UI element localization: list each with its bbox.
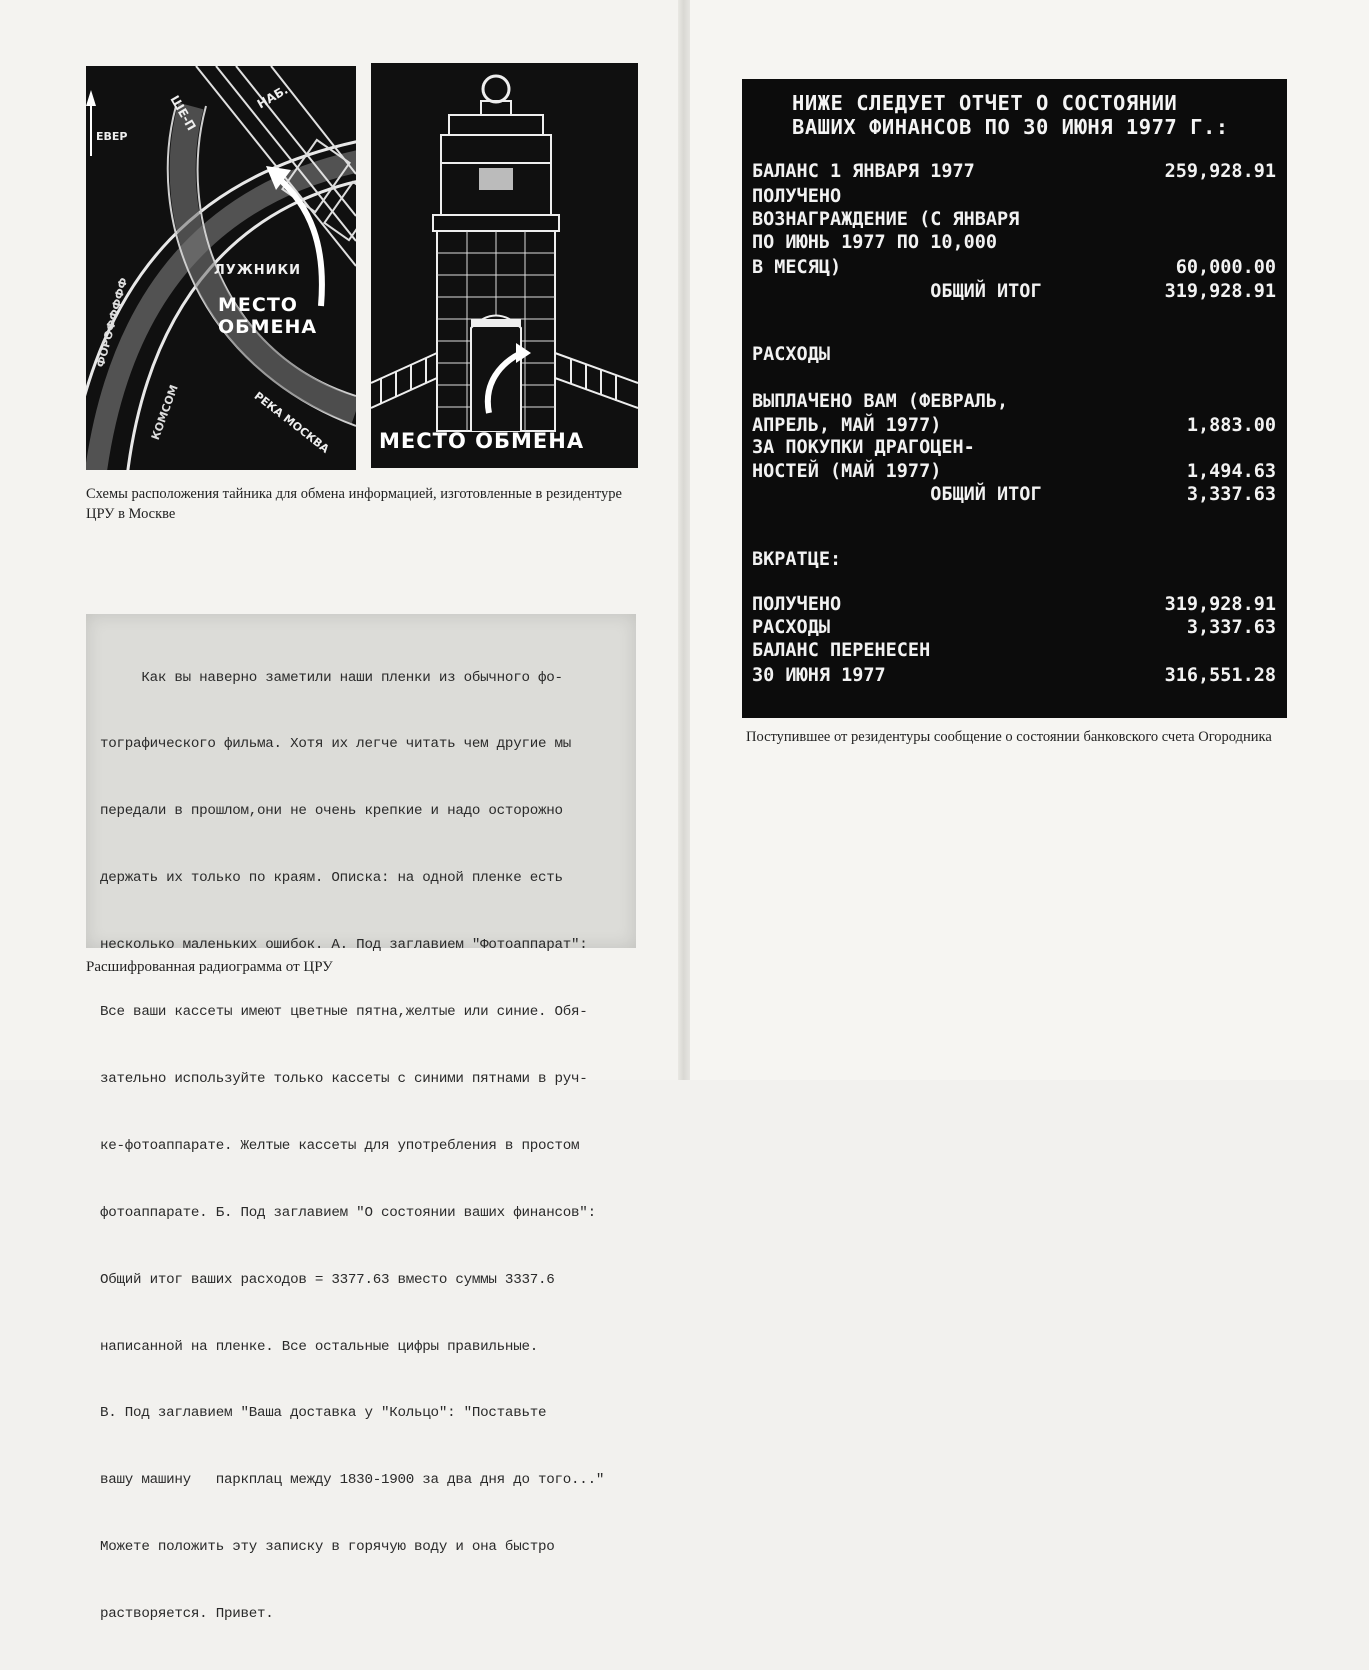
report-row-value: 3,337.63 — [1186, 617, 1276, 638]
street-label: ШЕ-П — [167, 93, 199, 133]
tower-image — [371, 63, 638, 468]
map-caption: Схемы расположения тайника для обмена информацией, изготовленные в резидентуре ЦРУ в Москве — [86, 486, 622, 522]
report-row — [752, 484, 1282, 508]
note-line: написанной на пленке. Все остальные цифры правильные. — [100, 1338, 538, 1355]
report-row-label: 30 ИЮНЯ 1977 — [752, 665, 886, 686]
note-line: Общий итог ваших расходов = 3377.63 вместо суммы 3337.6 — [100, 1271, 555, 1288]
note-line: Все ваши кассеты имеют цветные пятна,желтые или синие. Обя- — [100, 1004, 588, 1021]
street2-label: ФОРОФФФФФ — [93, 276, 131, 369]
report-row — [752, 415, 1282, 439]
report-row — [752, 232, 1282, 256]
note-line: Можете положить эту записку в горячую воду и она быстро — [100, 1539, 555, 1556]
report-row — [752, 391, 1282, 415]
report-row-label: ВОЗНАГРАЖДЕНИЕ (С ЯНВАРЯ — [752, 209, 1020, 230]
report-row — [752, 281, 1282, 305]
report-row — [752, 257, 1282, 281]
report-title: НИЖЕ СЛЕДУЕТ ОТЧЕТ О СОСТОЯНИИ ВАШИХ ФИНАНСОВ ПО 30 ИЮНЯ 1977 Г.: — [792, 91, 1229, 139]
note-line: Как вы наверно заметили наши пленки из обычного фо- — [100, 669, 563, 686]
report-row-label: НОСТЕЙ (МАЙ 1977) — [752, 461, 942, 482]
report-row-label: БАЛАНС 1 ЯНВАРЯ 1977 — [752, 161, 975, 182]
report-row-value: 319,928.91 — [1164, 594, 1276, 615]
report-row-label: РАСХОДЫ — [752, 344, 830, 365]
report-row-value: 60,000.00 — [1175, 257, 1276, 278]
report-row — [752, 617, 1282, 641]
report-row-label: ПОЛУЧЕНО — [752, 594, 842, 615]
report-row-label: ЗА ПОКУПКИ ДРАГОЦЕН- — [752, 437, 975, 458]
report-row-value: 316,551.28 — [1164, 665, 1276, 686]
report-row-label: ПОЛУЧЕНО — [752, 186, 842, 207]
tower-exchange-label: МЕСТО ОБМЕНА — [379, 429, 585, 453]
radiogram-caption: Расшифрованная радиограмма от ЦРУ — [86, 959, 333, 975]
luzhniki-label: ЛУЖНИКИ — [214, 263, 301, 278]
report-row-label: ОБЩИЙ ИТОГ — [752, 484, 1042, 505]
report-row — [752, 640, 1282, 664]
exchange-place-label: МЕСТО ОБМЕНА — [218, 294, 318, 338]
note-line: вашу машину паркплац между 1830-1900 за два дня до того..." — [100, 1472, 605, 1489]
note-line: тографического фильма. Хотя их легче читать чем другие мы — [100, 736, 572, 753]
report-caption: Поступившее от резидентуры сообщение о состоянии банковского счета Огородника — [746, 729, 1272, 745]
note-line: фотоаппарате. Б. Под заглавием "О состоянии ваших финансов": — [100, 1204, 596, 1221]
note-line: держать их только по краям. Описка: на одной пленке есть — [100, 870, 563, 887]
street3-label: КОМСОМ — [148, 383, 181, 442]
report-row — [752, 186, 1282, 210]
report-row — [752, 161, 1282, 185]
report-row-label: ВЫПЛАЧЕНО ВАМ (ФЕВРАЛЬ, — [752, 391, 1009, 412]
radiogram-text — [100, 622, 628, 1670]
report-row-label: РАСХОДЫ — [752, 617, 830, 638]
note-line: зательно используйте только кассеты с синими пятнами в руч- — [100, 1070, 588, 1087]
note-line: ке-фотоаппарате. Желтые кассеты для употребления в простом — [100, 1137, 580, 1154]
note-line: передали в прошлом,они не очень крепкие и надо осторожно — [100, 803, 563, 820]
report-row — [752, 594, 1282, 618]
north-label: ЕВЕР — [96, 130, 128, 143]
report-row-label: АПРЕЛЬ, МАЙ 1977) — [752, 415, 942, 436]
note-line: растворяется. Привет. — [100, 1606, 274, 1623]
embankment-label: НАБ. — [254, 82, 291, 112]
report-row-label: БАЛАНС ПЕРЕНЕСЕН — [752, 640, 931, 661]
note-line: несколько маленьких ошибок. А. Под заглавием "Фотоаппарат": — [100, 937, 588, 954]
report-row — [752, 665, 1282, 689]
report-row — [752, 344, 1282, 368]
tower-drawing — [371, 63, 638, 468]
note-line: В. Под заглавием "Ваша доставка у "Кольцо": "Поставьте — [100, 1405, 547, 1422]
report-row — [752, 461, 1282, 485]
report-row-label: ОБЩИЙ ИТОГ — [752, 281, 1042, 302]
financial-report-image — [742, 79, 1287, 718]
report-row — [752, 549, 1282, 573]
report-row-label: ВКРАТЦЕ: — [752, 549, 842, 570]
book-gutter — [678, 0, 690, 1080]
report-row-value: 3,337.63 — [1186, 484, 1276, 505]
exchange-map-image — [86, 66, 356, 470]
report-row-value: 259,928.91 — [1164, 161, 1276, 182]
report-row-value: 1,883.00 — [1186, 415, 1276, 436]
report-row-label: В МЕСЯЦ) — [752, 257, 842, 278]
report-row-label: ПО ИЮНЬ 1977 ПО 10,000 — [752, 232, 998, 253]
report-row-value: 319,928.91 — [1164, 281, 1276, 302]
report-row — [752, 437, 1282, 461]
river-label: РЕКА МОСКВА — [251, 389, 332, 456]
report-row-value: 1,494.63 — [1186, 461, 1276, 482]
report-row — [752, 209, 1282, 233]
